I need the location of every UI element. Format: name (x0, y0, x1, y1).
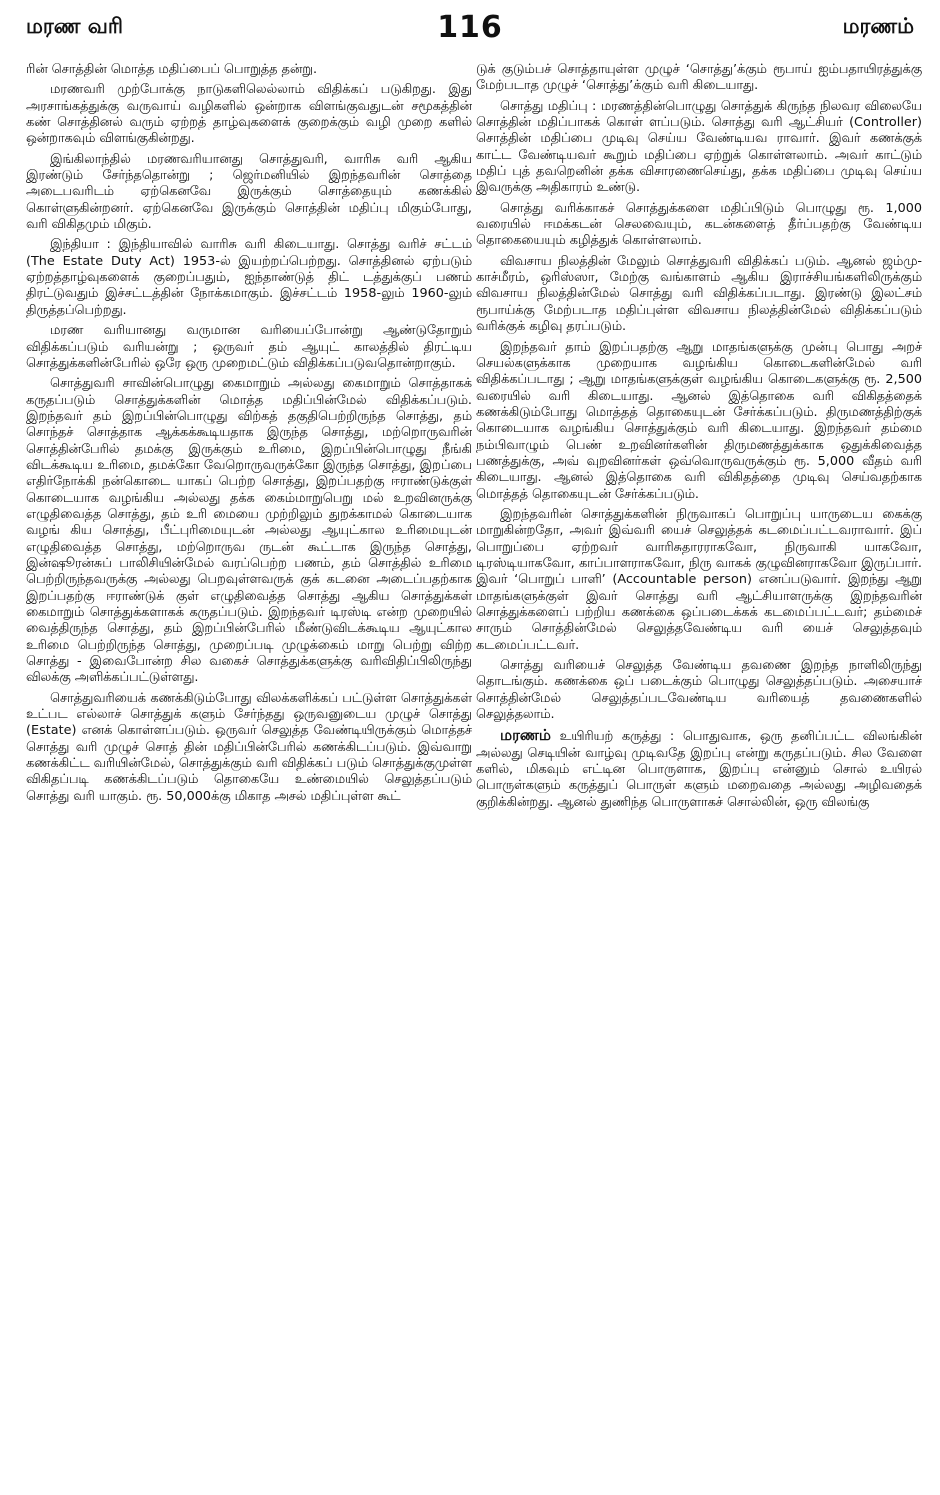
entry-paragraph (476, 727, 922, 811)
paragraph: இறந்தவரின் சொத்துக்களின் நிருவாகப் பொறுப்பு யாருடைய கைக்கு மாறுகின்றதோ, அவர் இவ்வரி யைச் செலுத்தக் கடமைப்பட்டவராவார். இப் பொறுப்பை ஏற்றவர் வாரிசுதாரராகவோ, நிருவாகி யாகவோ, டிரஸ்டியாகவோ, காப்பாளராகவோ, நிரு வாகக் குழுவினராகவோ இருப்பார். இவர் ‘பொறுப் பாளி’ (Accountable person) எனப்படுவார். இறந்து ஆறு மாதங்களுக்குள் இவர் சொத்து வரி ஆட்சியாளருக்கு இறந்தவரின் சொத்துக்களைப் பற்றிய கணக்கை ஒப்படைக்கக் கடமைப்பட்டவர்; தம்மைச் சாரும் சொத்தின்மேல் செலுத்தவேண்டிய வரி யைச் செலுத்தவும் கடமைப்பட்டவர். (476, 506, 922, 653)
paragraph: டுக் குடும்பச் சொத்தாயுள்ள முழுச் ‘சொத்து’க்கும் ரூபாய் ஐம்பதாயிரத்துக்கு மேற்படாத முழுச் ‘சொத்து’க்கும் வரி கிடையாது. (476, 62, 922, 94)
paragraph: விவசாய நிலத்தின் மேலும் சொத்துவரி விதிக்கப் படும். ஆனல் ஜம்மு-காச்மீரம், ஒரிஸ்ஸா, மேற்கு வங்காளம் ஆகிய இராச்சியங்களிலிருக்கும் விவசாய நிலத்தின்மேல் சொத்து வரி விதிக்கப்படாது. இரண்டு இலட்சம் ரூபாய்க்கு மேற்படாத மதிப்புள்ள விவசாய நிலத்தின்மேல் விதிக்கப்படும் வரிக்குக் கழிவு தரப்படும். (476, 253, 922, 335)
paragraph: சொத்துவரி சாவின்பொழுது கைமாறும் அல்லது கைமாறும் சொத்தாகக் கருதப்படும் சொத்துக்களின் மொத்த மதிப்பின்மேல் விதிக்கப்படும். இறந்தவர் தம் இறப்பின்பொழுது விற்கத் தகுதிபெற்றிருந்த சொத்து, தம் சொந்தச் சொத்தாக ஆக்கக்கூடியதாக இருந்த சொத்து, மற்றொருவரின் சொத்தின்பேரில் தமக்கு இருக்கும் உரிமை, இறப்பின்பொழுது நீங்கி விடக்கூடிய உரிமை, தமக்கோ வேறொருவருக்கோ இருந்த சொத்து, இறப்பை எதிர்நோக்கி நன்கொடை யாகப் பெற்ற சொத்து, இறப்பதற்கு ஈராண்டுக்குள் கொடையாக வழங்கிய அல்லது தக்க கைம்மாறுபெறு மல் உறவினருக்கு எழுதிவைத்த சொத்து, தம் உரி மையை முற்றிலும் துறக்காமல் கொடையாக வழங் கிய சொத்து, பீட்புரிமையுடன் அல்லது ஆயுட்கால உரிமையுடன் எழுதிவைத்த சொத்து, மற்றொருவ ருடன் கூட்டாக இருந்த சொத்து, இன்ஷூரன்சுப் பாலிசியின்மேல் வரப்பெற்ற பணம், தம் சொத்தில் உரிமை பெற்றிருந்தவருக்கு அல்லது பெறவுள்ளவருக் குக் கடனை அடைப்பதற்காக இறப்பதற்கு ஈராண்டுக் குள் எழுதிவைத்த சொத்து ஆகிய சொத்துக்கள் கைமாறும் சொத்துக்களாகக் கருதப்படும். இறந்தவர் டிரஸ்டி என்ற முறையில் வைத்திருந்த சொத்து, தம் இறப்பின்பேரில் மீண்டுவிடக்கூடிய ஆயுட்கால உரிமை பெற்றிருந்த சொத்து, முறைப்படி முழுக்கைம் மாறு பெற்று விற்ற சொத்து - இவைபோன்ற சில வகைச் சொத்துக்களுக்கு வரிவிதிப்பிலிருந்து விலக்கு அளிக்கப்பட்டுள்ளது. (26, 376, 472, 686)
entry-text: உயிரியற் கருத்து : பொதுவாக, ஒரு தனிப்பட்ட விலங்கின் அல்லது செடியின் வாழ்வு முடிவதே இறப்பு என்று கருதப்படும். சில வேளை களில், மிகவும் எட்டின பொருளாக, இறப்பு என்னும் சொல் உயிரல் பொருள்களும் கருத்துப் பொருள் களும் மறைவதை அல்லது அழிவதைக் குறிக்கின்றது. ஆனல் துணிந்த பொருளாகச் சொல்லின், ஒரு விலங்கு (476, 729, 922, 810)
paragraph: சொத்து வரிக்காகச் சொத்துக்களை மதிப்பிடும் பொழுது ரூ. 1,000 வரையில் ஈமக்கடன் செலவையும், கடன்களைத் தீர்ப்பதற்கு வேண்டிய தொகையையும் கழித்துக் கொள்ளலாம். (476, 200, 922, 249)
paragraph: சொத்து மதிப்பு : மரணத்தின்பொழுது சொத்துக் கிருந்த நிலவர விலையே சொத்தின் மதிப்பாகக் கொள் ளப்படும். சொத்து வரி ஆட்சியர் (Controller) சொத்தின் மதிப்பை முடிவு செய்ய வேண்டியவ ராவார். இவர் கணக்குக் காட்ட வேண்டியவர் கூறும் மதிப்பை ஏற்றுக் கொள்ளலாம். அவர் காட்டும் மதிப் புத் தவறெனின் தக்க விசாரணைசெய்து, தக்க மதிப்பை முடிவு செய்ய இவருக்கு அதிகாரம் உண்டு. (476, 98, 922, 196)
running-header (26, 10, 914, 50)
page-number: 116 (437, 10, 503, 45)
paragraph: சொத்து வரியைச் செலுத்த வேண்டிய தவணை இறந்த நாளிலிருந்து தொடங்கும். கணக்கை ஒப் படைக்கும் பொழுது செலுத்தப்படும். அசையாச் சொத்தின்மேல் செலுத்தப்படவேண்டிய வரியைத் தவணைகளில் செலுத்தலாம். (476, 658, 922, 723)
paragraph: மரணவரி முற்போக்கு நாடுகளிலெல்லாம் விதிக்கப் படுகிறது. இது அரசாங்கத்துக்கு வருவாய் வழிகளில் ஒன்றாக விளங்குவதுடன் சமூகத்தின் கண் சொத்தினல் வரும் ஏற்றத் தாழ்வுகளைக் குறைக்கும் வழி முறை களில் ஒன்றாகவும் விளங்குகின்றது. (26, 82, 472, 147)
paragraph: இங்கிலாந்தில் மரணவரியானது சொத்துவரி, வாரிசு வரி ஆகிய இரண்டும் சேர்ந்ததொன்று ; ஜெர்மனியில் இறந்தவரின் சொத்தை அடைபவரிடம் ஏற்கெனவே இருக்கும் சொத்தையும் கணக்கில் கொள்ளுகின்றனர். ஏற்கெனவே இருக்கும் சொத்தின் மதிப்பு மிகும்போது, வரி விகிதமும் மிகும். (26, 151, 472, 233)
left-column (26, 62, 472, 1487)
paragraph: இறந்தவர் தாம் இறப்பதற்கு ஆறு மாதங்களுக்கு முன்பு பொது அறச் செயல்களுக்காக முறையாக வழங்கிய கொடைகளின்மேல் வரி விதிக்கப்படாது ; ஆறு மாதங்களுக்குள் வழங்கிய கொடைகளுக்கு ரூ. 2,500 வரையில் வரி கிடையாது. ஆனல் இத்தொகை வரி விகிதத்தைக் கணக்கிடும்போது மொத்தத் தொகையுடன் சேர்க்கப்படும். திருமணத்திற்குக் கொடையாக வழங்கிய சொத்துக்கும் வரி கிடையாது. இறந்தவர் தம்மை நம்பிவாழும் பெண் உறவினர்களின் திருமணத்துக்காக ஒதுக்கிவைத்த பணத்துக்கு, அவ் வுறவினர்கள் ஒவ்வொருவருக்கும் ரூ. 5,000 வீதம் வரி கிடையாது. ஆனல் இத்தொகை வரி விகிதத்தை முடிவு செய்வதற்காக மொத்தத் தொகையுடன் சேர்க்கப்படும். (476, 339, 922, 502)
paragraph: மரண வரியானது வருமான வரியைப்போன்று ஆண்டுதோறும் விதிக்கப்படும் வரியன்று ; ஒருவர் தம் ஆயுட் காலத்தில் திரட்டிய சொத்துக்களின்பேரில் ஒரே ஒரு முறைமட்டும் விதிக்கப்படுவதொன்றாகும். (26, 323, 472, 371)
paragraph: ரின் சொத்தின் மொத்த மதிப்பைப் பொறுத்த தன்று. (26, 62, 318, 77)
paragraph: இந்தியா : இந்தியாவில் வாரிசு வரி கிடையாது. சொத்து வரிச் சட்டம் (The Estate Duty Act) 1953-ல் இயற்றப்பெற்றது. சொத்தினல் ஏற்படும் ஏற்றத்தாழ்வுகளைக் குறைப்பதும், ஐந்தாண்டுத் திட் டத்துக்குப் பணம் திரட்டுவதும் இச்சட்டத்தின் நோக்கமாகும். இச்சட்டம் 1958-லும் 1960-லும் திருத்தப்பெற்றது. (26, 237, 472, 318)
header-right-title: மரணம் (842, 14, 914, 38)
entry-headword: மரணம் (500, 726, 551, 745)
header-left-title: மரண வரி (26, 14, 123, 38)
right-column (476, 62, 922, 1487)
paragraph: சொத்துவரியைக் கணக்கிடும்போது விலக்களிக்கப் பட்டுள்ள சொத்துக்கள் உட்பட எல்லாச் சொத்துக் களும் சேர்ந்தது ஒருவனுடைய முழுச் சொத்து (Estate) எனக் கொள்ளப்படும். ஒருவர் செலுத்த வேண்டியிருக்கும் மொத்தச் சொத்து வரி முழுச் சொத் தின் மதிப்பின்பேரில் கணக்கிடப்படும். இவ்வாறு கணக்கிட்ட வரியின்மேல், சொத்துக்கும் வரி விதிக்கப் படும் சொத்துக்குமுள்ள விகிதப்படி கணக்கிடப்படும் தொகையே உண்மையில் செலுத்தப்படும் சொத்து வரி யாகும். ரூ. 50,000க்கு மிகாத அசல் மதிப்புள்ள கூட் (26, 690, 472, 804)
